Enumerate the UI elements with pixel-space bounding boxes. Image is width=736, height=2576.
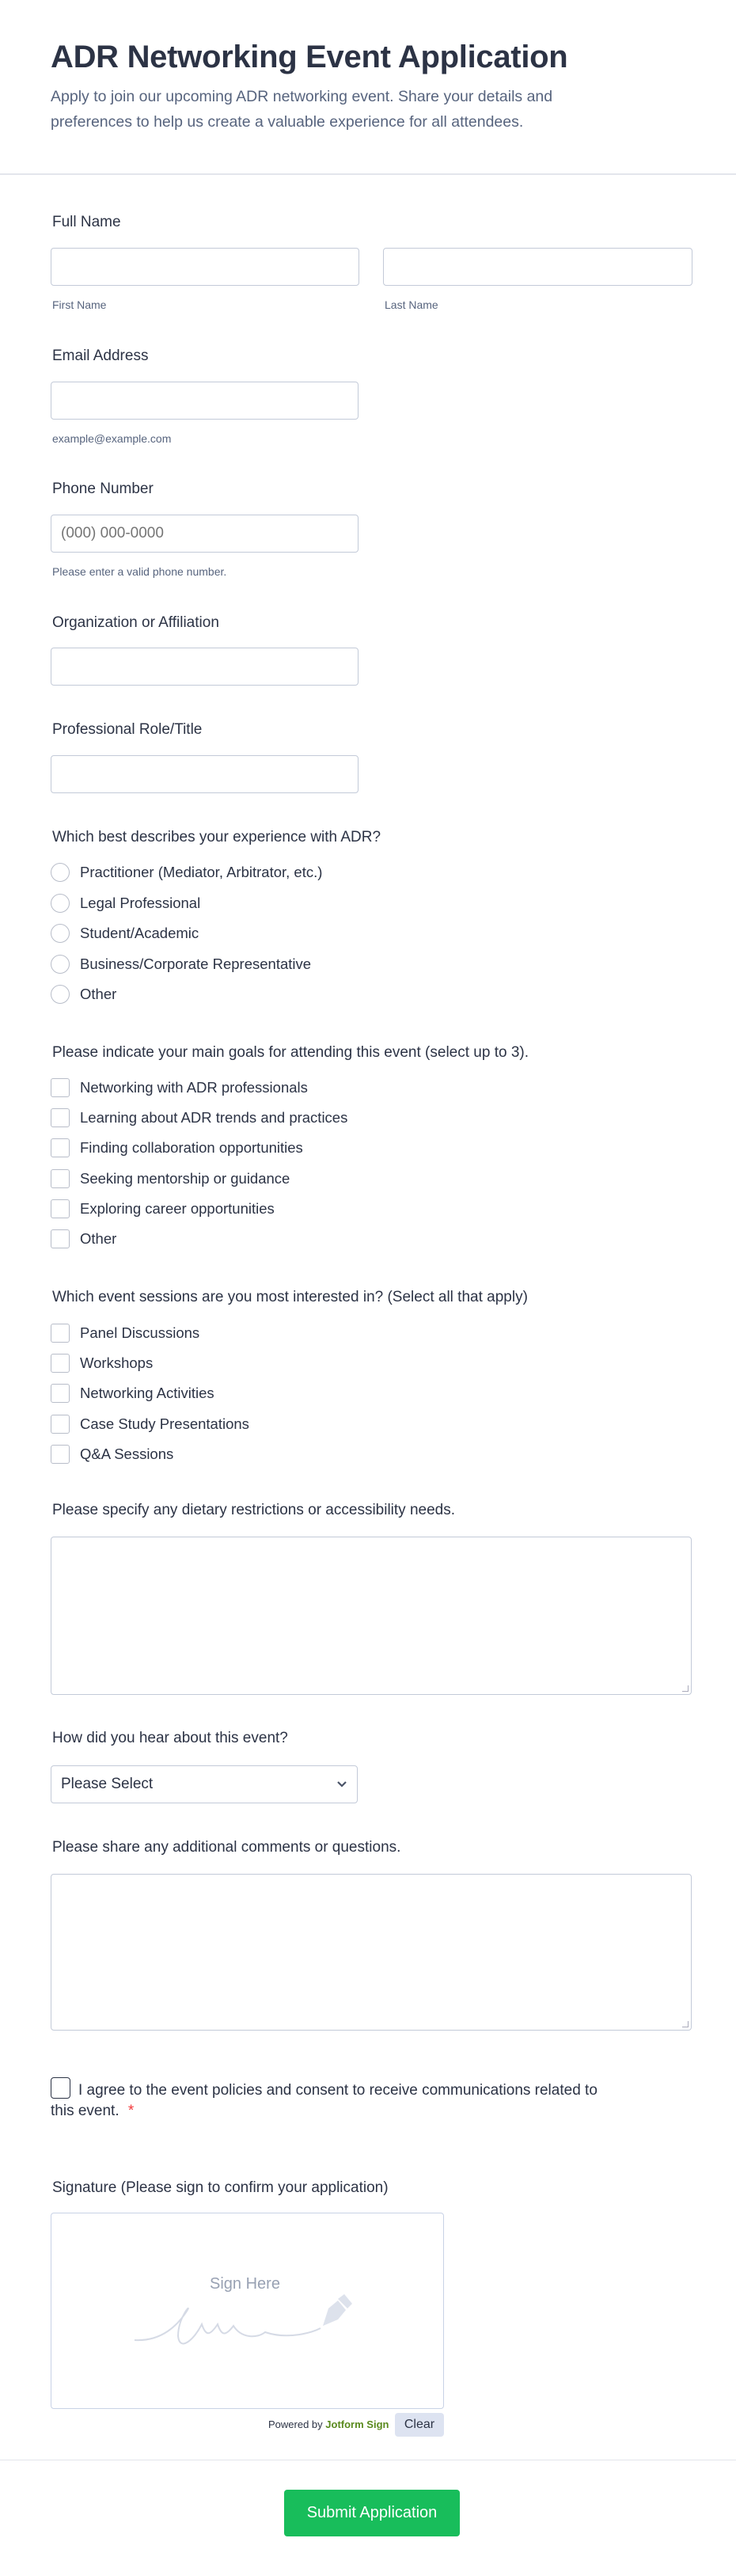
role-label: Professional Role/Title [52,721,203,738]
session-option[interactable] [51,1353,153,1373]
resize-handle[interactable] [682,2021,689,2027]
option-label: Other [80,986,117,1002]
goal-option[interactable] [51,1138,303,1158]
first-name-sublabel: First Name [52,298,107,311]
radio-button[interactable] [51,863,70,882]
dietary-label: Please specify any dietary restrictions or accessibility needs. [52,1502,456,1518]
option-label: Business/Corporate Representative [80,955,312,972]
form-description: Apply to join our upcoming ADR networking event. Share your details and preferences to help us create a valuable experience for all attendees. [51,88,553,131]
heard-select[interactable] [51,1765,358,1803]
checkbox[interactable] [51,1108,70,1127]
session-option[interactable] [51,1414,249,1434]
heard-label: How did you hear about this event? [52,1730,288,1746]
checkbox[interactable] [51,1324,70,1343]
option-label: Networking with ADR professionals [80,1079,308,1096]
powered-by [268,2418,389,2430]
comments-textarea[interactable] [51,1874,692,2031]
full-name-label: Full Name [52,214,121,230]
sign-here-placeholder: Sign Here [210,2275,280,2293]
checkbox[interactable] [51,1169,70,1188]
email-input[interactable] [51,382,359,420]
experience-option[interactable] [51,984,116,1005]
submit-button[interactable]: Submit Application [284,2490,460,2536]
goals-label: Please indicate your main goals for attending this event (select up to 3). [52,1044,529,1061]
required-mark: * [127,2103,135,2119]
email-helper: example@example.com [52,432,172,445]
radio-button[interactable] [51,955,70,974]
option-label: Panel Discussions [80,1324,200,1341]
resize-handle[interactable] [682,1685,689,1692]
phone-input[interactable] [51,515,359,553]
goal-option[interactable] [51,1108,347,1128]
last-name-sublabel: Last Name [385,298,438,311]
option-label: Student/Academic [80,925,199,941]
signature-label: Signature (Please sign to confirm your application) [52,2179,389,2196]
header-divider [0,173,736,175]
chevron-down-icon [336,1780,347,1788]
option-label: Finding collaboration opportunities [80,1139,303,1157]
option-label: Learning about ADR trends and practices [80,1109,348,1127]
option-label: Case Study Presentations [80,1415,249,1432]
checkbox[interactable] [51,1354,70,1373]
experience-option[interactable] [51,954,311,975]
option-label: Networking Activities [80,1385,214,1402]
radio-button[interactable] [51,985,70,1004]
goal-option[interactable] [51,1199,275,1219]
checkbox[interactable] [51,1199,70,1218]
role-input[interactable] [51,755,359,793]
consent-row [51,2077,605,2122]
organization-input[interactable] [51,648,359,686]
session-option[interactable] [51,1323,199,1343]
option-label: Legal Professional [80,894,201,911]
option-label: Seeking mentorship or guidance [80,1169,290,1187]
checkbox[interactable] [51,1384,70,1403]
consent-checkbox[interactable] [51,2077,70,2099]
clear-signature-button[interactable]: Clear [395,2413,444,2437]
experience-option[interactable] [51,862,322,883]
form-title: ADR Networking Event Application [51,40,568,74]
experience-option[interactable] [51,893,200,914]
dietary-textarea[interactable] [51,1537,692,1695]
phone-label: Phone Number [52,481,154,497]
option-label: Exploring career opportunities [80,1199,275,1217]
checkbox[interactable] [51,1229,70,1248]
session-option[interactable] [51,1444,173,1465]
option-label: Q&A Sessions [80,1445,174,1462]
signature-pad[interactable] [51,2213,444,2409]
signature-scribble-icon [131,2293,368,2356]
option-label: Practitioner (Mediator, Arbitrator, etc.) [80,864,323,880]
sessions-label: Which event sessions are you most interested in? (Select all that apply) [52,1289,528,1305]
experience-label: Which best describes your experience with ADR? [52,829,381,845]
goal-option[interactable] [51,1168,290,1189]
session-option[interactable] [51,1383,214,1404]
email-label: Email Address [52,348,149,364]
goal-option[interactable] [51,1077,308,1098]
consent-label: I agree to the event policies and consent to receive communications related to this event. [51,2082,598,2119]
option-label: Other [80,1230,117,1247]
radio-button[interactable] [51,894,70,913]
powered-by-text: Powered by [268,2418,323,2430]
checkbox[interactable] [51,1445,70,1464]
goal-option[interactable] [51,1229,116,1249]
checkbox[interactable] [51,1415,70,1434]
heard-selected: Please Select [61,1776,154,1792]
phone-helper: Please enter a valid phone number. [52,565,227,578]
last-name-input[interactable] [383,248,692,286]
option-label: Workshops [80,1354,154,1372]
experience-option[interactable] [51,923,199,944]
checkbox[interactable] [51,1078,70,1097]
checkbox[interactable] [51,1138,70,1157]
radio-button[interactable] [51,924,70,943]
organization-label: Organization or Affiliation [52,614,219,631]
jotform-sign-brand[interactable]: Jotform Sign [325,2418,389,2430]
first-name-input[interactable] [51,248,359,286]
comments-label: Please share any additional comments or questions. [52,1839,401,1856]
